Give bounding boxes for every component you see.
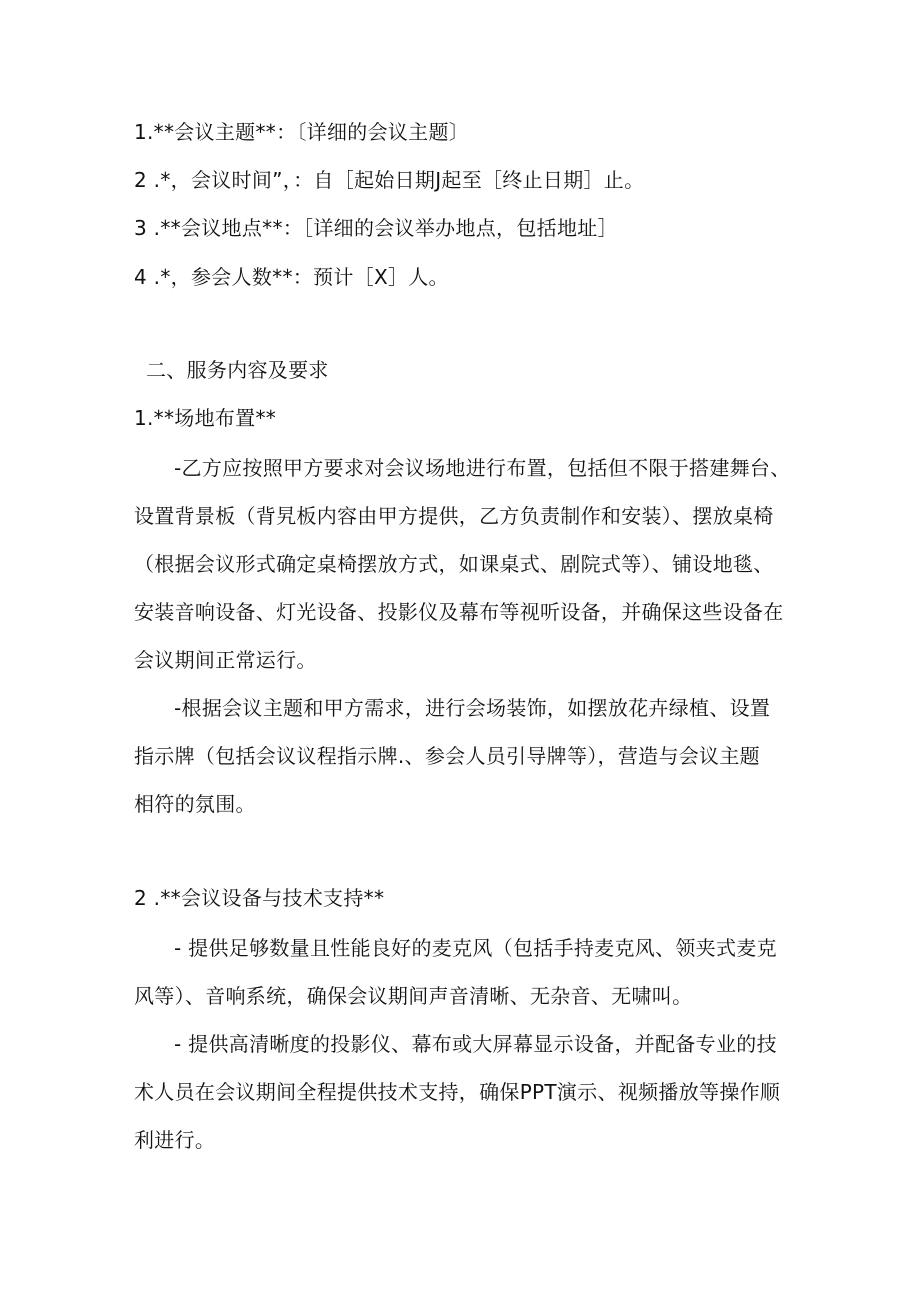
subheading-equipment-tech: 2 .**会议设备与技术支持**	[134, 886, 385, 910]
subheading-venue-setup: 1.**场地布置**	[134, 406, 277, 430]
section-heading-services: 二、服务内容及要求	[146, 358, 329, 382]
meeting-location-line: 3 .**会议地点**：［详细的会议举办地点，包括地址］	[134, 216, 618, 240]
paragraph-line: 术人员在会议期间全程提供技术支持，确保PPT演示、视频播放等操作顺	[134, 1080, 781, 1104]
paragraph-line: - 提供足够数量且性能良好的麦克风（包括手持麦克风、领夹式麦克	[174, 936, 777, 960]
paragraph-line: （根据会议形式确定桌椅摆放方式，如课桌式、剧院式等）、铺设地毯、	[134, 552, 774, 576]
paragraph-line: 设置背景板（背旯板内容由甲方提供，乙方负责制作和安装）、摆放桌椅	[134, 504, 774, 528]
meeting-time-line: 2 .*，会议时间”，：自［起始日期J起至［终止日期］止。	[134, 168, 645, 192]
paragraph-line: - 提供高清晰度的投影仪、幕布或大屏幕显示设备，并配备专业的技	[174, 1032, 777, 1056]
attendee-count-line: 4 .*，参会人数**：预计［X］人。	[134, 265, 449, 289]
paragraph-line: 指示牌（包括会议议程指示牌.、参会人员引导牌等），营造与会议主题	[134, 744, 760, 768]
paragraph-line: -乙方应按照甲方要求对会议场地进行布置，包括但不限于搭建舞台、	[174, 456, 791, 480]
paragraph-line: 安装音响设备、灯光设备、投影仪及幕布等视听设备，并确保这些设备在	[134, 600, 784, 624]
paragraph-line: -根据会议主题和甲方需求，进行会场装饰，如摆放花卉绿植、设置	[174, 696, 771, 720]
paragraph-line: 相符的氛围。	[134, 792, 256, 816]
paragraph-line: 利进行。	[134, 1128, 216, 1152]
paragraph-line: 风等）、音响系统，确保会议期间声音清晰、无杂音、无啸叫。	[134, 984, 693, 1008]
meeting-topic-line: 1.**会议主题**：〔详细的会议主题〕	[134, 120, 470, 144]
paragraph-line: 会议期间正常运行。	[134, 648, 317, 672]
